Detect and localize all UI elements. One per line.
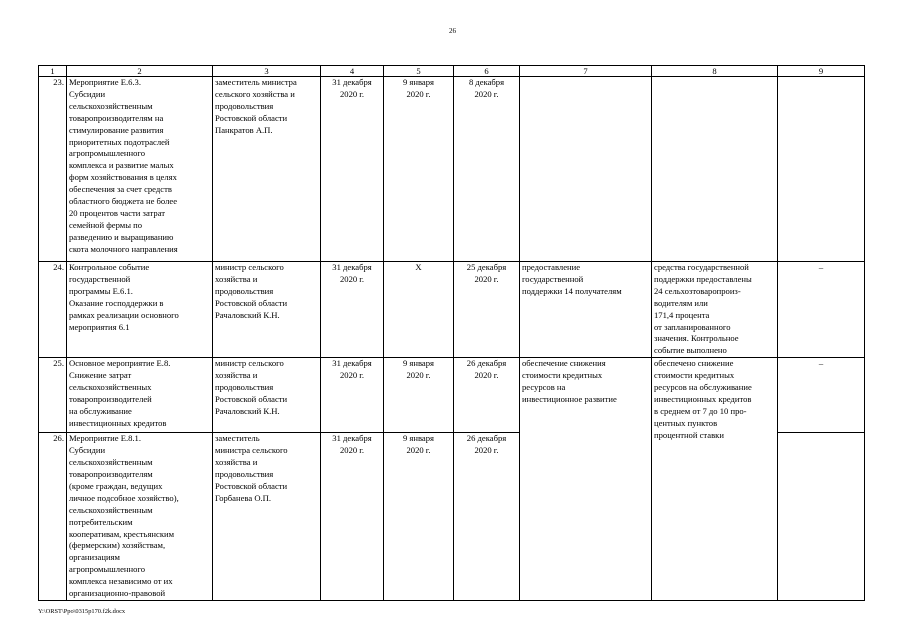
header-cell: 1 [39,66,67,77]
table-row [39,358,865,433]
end-date: 8 декабря 2020 г. [454,77,520,262]
header-cell: 2 [67,66,213,77]
notes-cell: – [778,262,865,358]
row-number: 25. [39,358,67,433]
activity-name: Мероприятие Е.6.3. Субсидии сельскохозяйственным товаропроизводителям на стимулирование развития приоритетных подотраслей агропромышленного комплекса и развитие малых форм хозяйствования в целях обеспечения за счет средств областного бюджета не более 20 процентов части затрат семейной фермы по разведению и выращиванию скота молочного направления [67,77,213,262]
responsible-person: министр сельского хозяйства и продовольствия Ростовской области Рачаловский К.Н. [213,358,321,433]
header-cell: 8 [652,66,778,77]
planned-result: обеспечение снижения стоимости кредитных ресурсов на инвестиционное развитие [520,358,652,601]
activity-name: Мероприятие Е.8.1. Субсидии сельскохозяйственным товаропроизводителям (кроме граждан, ведущих личное подсобное хозяйство), сельскохозяйственным потребительским кооперативам, крестьянским (фермерским) хозяйствам, организациям агропромышленного комплекса независимо от их организационно-правовой [67,433,213,601]
table-row [39,262,865,358]
planned-date: 31 декабря 2020 г. [321,262,384,358]
start-date: 9 января 2020 г. [384,77,454,262]
start-date: 9 января 2020 г. [384,358,454,433]
table-header-row [39,66,865,77]
notes-cell: – [778,358,865,433]
start-date: X [384,262,454,358]
header-cell: 7 [520,66,652,77]
activity-name: Основное мероприятие Е.8. Снижение затрат сельскохозяйственных товаропроизводителей на обслуживание инвестиционных кредитов [67,358,213,433]
end-date: 26 декабря 2020 г. [454,358,520,433]
planned-date: 31 декабря 2020 г. [321,358,384,433]
notes-cell [778,77,865,262]
planned-date: 31 декабря 2020 г. [321,433,384,601]
report-table [38,65,865,601]
planned-date: 31 декабря 2020 г. [321,77,384,262]
header-cell: 4 [321,66,384,77]
header-cell: 6 [454,66,520,77]
footer-file-path: Y:\ORST\Ppo\0315p170.f2k.docx [38,608,126,615]
header-cell: 3 [213,66,321,77]
row-number: 24. [39,262,67,358]
responsible-person: заместитель министра сельского хозяйства и продовольствия Ростовской области Панкратов А.П. [213,77,321,262]
actual-result [652,77,778,262]
table-row [39,77,865,262]
responsible-person: министр сельского хозяйства и продовольствия Ростовской области Рачаловский К.Н. [213,262,321,358]
start-date: 9 января 2020 г. [384,433,454,601]
row-number: 23. [39,77,67,262]
notes-cell [778,433,865,601]
planned-result [520,77,652,262]
actual-result: средства государственной поддержки предоставлены 24 сельхозтоваропроиз- водителям или 171,4 процента от запланированного значения. Контрольное событие выполнено [652,262,778,358]
row-number: 26. [39,433,67,601]
header-cell: 9 [778,66,865,77]
actual-result: обеспечено снижение стоимости кредитных ресурсов на обслуживание инвестиционных кредитов в среднем от 7 до 10 про- центных пунктов процентной ставки [652,358,778,601]
end-date: 26 декабря 2020 г. [454,433,520,601]
page-number: 26 [449,27,456,35]
end-date: 25 декабря 2020 г. [454,262,520,358]
responsible-person: заместитель министра сельского хозяйства и продовольствия Ростовской области Горбанева О.П. [213,433,321,601]
planned-result: предоставление государственной поддержки 14 получателям [520,262,652,358]
header-cell: 5 [384,66,454,77]
activity-name: Контрольное событие государственной программы Е.6.1. Оказание господдержки в рамках реализации основного мероприятия 6.1 [67,262,213,358]
